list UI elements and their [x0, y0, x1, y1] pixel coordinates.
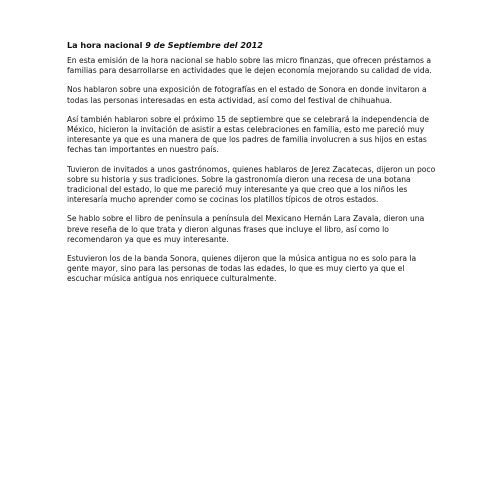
- paragraph-microfinance: En esta emisión de la hora nacional se hablo sobre las micro finanzas, que ofrecen préstamos a familias para desarrollarse en actividades que le dejen economía mejorando su calidad de vida.: [67, 56, 432, 76]
- paragraph-banda-sonora: Estuvieron los de la banda Sonora, quienes dijeron que la música antigua no es solo para la gente mayor, sino para las personas de todas las edades, lo que es muy cierto ya que el escuchar música antigua nos enriquece culturalmente.: [67, 254, 417, 284]
- paragraph-photo-exhibition: Nos hablaron sobre una exposición de fotografías en el estado de Sonora en donde invitaron a todas las personas interesadas en esta actividad, así como del festival de chihuahua.: [67, 85, 427, 105]
- paragraph-gastronomy: Tuvieron de invitados a unos gastrónomos, quienes hablaros de Jerez Zacatecas, dijeron un poco sobre su historia y sus tradiciones. Sobre la gastronomía dieron una recesa de una botana tradicional del estado, lo que me pareció muy interesante ya que creo que a los niños les interesaría mucho aprender como se cocinas los platillos típicos de otros estados.: [67, 164, 436, 205]
- title-date: 9 de Septiembre del 2012: [145, 40, 263, 50]
- title-text: La hora nacional: [67, 40, 146, 50]
- paragraph-book-review: Se hablo sobre el libro de península a península del Mexicano Hernán Lara Zavala, dieron una breve reseña de lo que trata y dieron algunas frases que incluye el libro, así como lo recomendaron ya que es muy interesante.: [67, 214, 425, 244]
- document-body: [67, 40, 437, 294]
- paragraph-independence-day: Así también hablaron sobre el próximo 15 de septiembre que se celebrará la independencia de México, hicieron la invitación de asistir a estas celebraciones en familia, esto me pareció muy interesante ya que es una manera de que los padres de familia involucren a sus hijos en estas fechas tan importantes en nuestro país.: [67, 114, 429, 155]
- document-title: [67, 40, 437, 50]
